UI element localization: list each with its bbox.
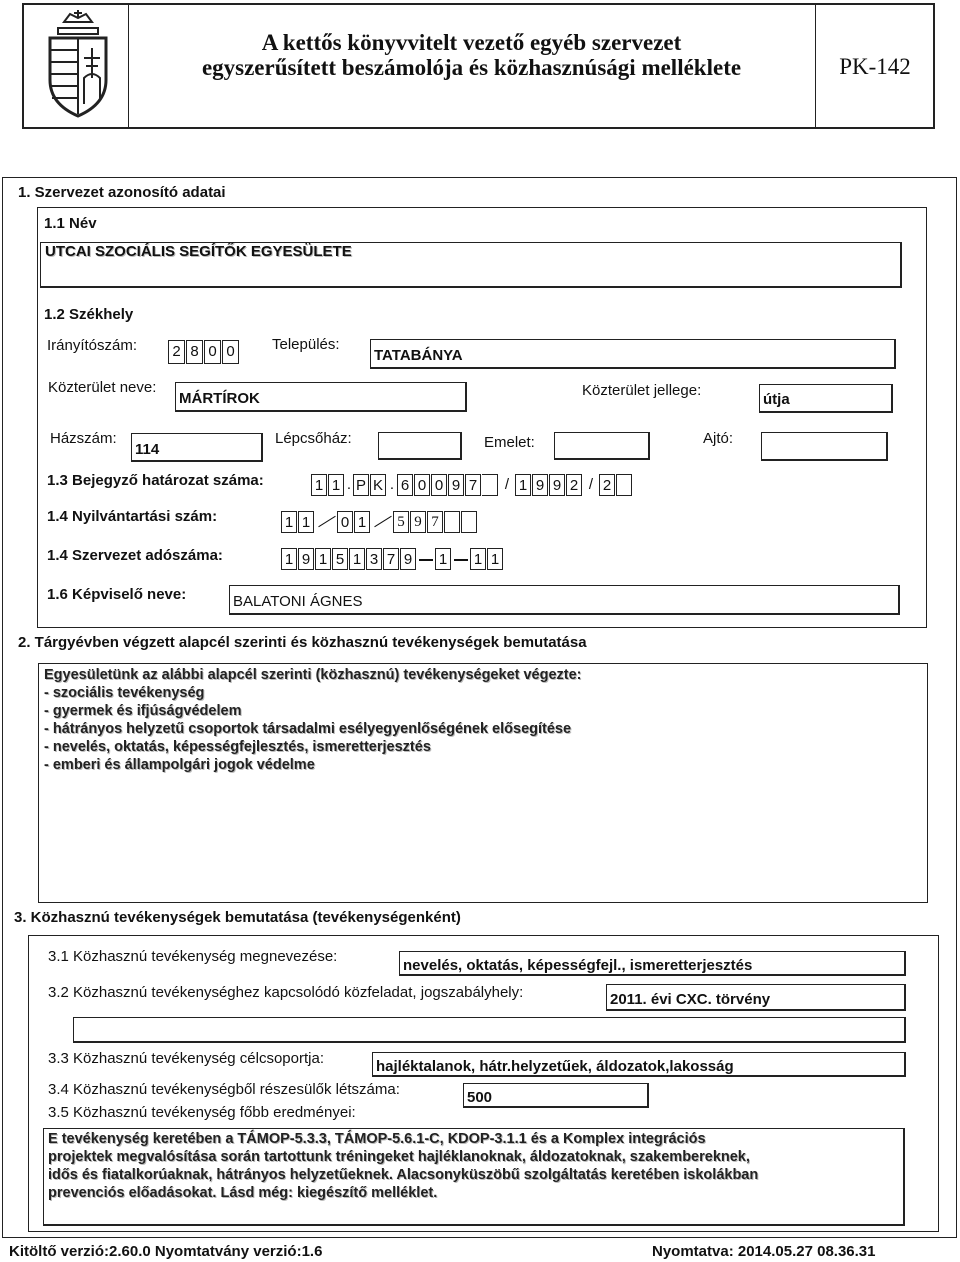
door-label: Ajtó: xyxy=(703,430,734,447)
seat-label: 1.2 Székhely xyxy=(44,306,134,323)
section1-heading: 1. Szervezet azonosító adatai xyxy=(18,184,226,201)
beneficiary-count-field[interactable]: 500 xyxy=(463,1083,649,1108)
rep-field[interactable]: BALATONI ÁGNES xyxy=(229,585,900,615)
record-digit: 9 xyxy=(410,511,426,533)
form-code: PK-142 xyxy=(839,54,911,79)
reg-char: 9 xyxy=(549,474,565,496)
record-no-label: 1.4 Nyilvántartási szám: xyxy=(47,508,218,525)
tax-digit: 9 xyxy=(400,548,416,570)
tax-digit: 1 xyxy=(435,548,451,570)
record-digit: 0 xyxy=(337,511,353,533)
activity-line: - gyermek és ifjúságvédelem xyxy=(44,703,242,719)
name-value: UTCAI SZOCIÁLIS SEGÍTŐK EGYESÜLETE xyxy=(45,243,352,260)
results-lines xyxy=(48,1130,758,1202)
name-label: 1.1 Név xyxy=(44,215,97,232)
tax-digit: 1 xyxy=(281,548,297,570)
street-label: Közterület neve: xyxy=(48,379,157,396)
results-line: idős és fiatalkorúaknak, hátrányos helyzetűeknek. Alacsonyküszöbű szolgáltatás keretében iskolákban xyxy=(48,1167,759,1183)
activity-line: Egyesületünk az alábbi alapcél szerinti (közhasznú) tevékenységeket végezte: xyxy=(44,667,582,683)
record-digit xyxy=(444,511,460,533)
tax-no-label: 1.4 Szervezet adószáma: xyxy=(47,547,223,564)
form-title-line2: egyszerűsített beszámolója és közhasznúsági melléklete xyxy=(201,55,742,80)
street-type-field[interactable]: útja xyxy=(759,384,893,413)
activity-line: - nevelés, oktatás, képességfejlesztés, ismeretterjesztés xyxy=(44,739,431,755)
activity-line: - emberi és állampolgári jogok védelme xyxy=(44,757,315,773)
zip-label: Irányítószám: xyxy=(47,337,138,354)
results-line: projektek megvalósítása során tartottunk tréningeket hajléklanoknak, áldozatoknak, szakembereknek, xyxy=(48,1149,750,1165)
house-label: Házszám: xyxy=(50,430,117,447)
section3-heading: 3. Közhasznú tevékenységek bemutatása (tevékenységenként) xyxy=(14,909,461,926)
reg-char: P xyxy=(353,474,369,496)
reg-char: 0 xyxy=(414,474,430,496)
public-task-field[interactable]: 2011. évi CXC. törvény xyxy=(606,984,906,1011)
record-digit: 7 xyxy=(427,511,443,533)
footer-printed: Nyomtatva: 2014.05.27 08.36.31 xyxy=(652,1243,876,1260)
city-label: Település: xyxy=(272,336,340,353)
reg-char: 1 xyxy=(328,474,344,496)
reg-char: 1 xyxy=(515,474,531,496)
reg-char: 2 xyxy=(566,474,582,496)
tax-digit: 1 xyxy=(315,548,331,570)
tax-digit: 9 xyxy=(298,548,314,570)
street-type-label: Közterület jellege: xyxy=(582,382,702,399)
tax-digit: 5 xyxy=(332,548,348,570)
record-digit: 1 xyxy=(281,511,297,533)
house-field[interactable]: 114 xyxy=(131,433,263,462)
floor-field[interactable] xyxy=(554,432,650,460)
activity-name-label: 3.1 Közhasznú tevékenység megnevezése: xyxy=(48,948,338,965)
target-group-field[interactable]: hajléktalanok, hátr.helyzetűek, áldozatok,lakosság xyxy=(372,1052,906,1077)
rep-label: 1.6 Képviselő neve: xyxy=(47,586,187,603)
reg-char: 2 xyxy=(599,474,615,496)
reg-char: 9 xyxy=(448,474,464,496)
record-digit: 1 xyxy=(354,511,370,533)
reg-char: 6 xyxy=(397,474,413,496)
reg-char: K xyxy=(370,474,386,496)
footer-version: Kitöltő verzió:2.60.0 Nyomtatvány verzió:1.6 xyxy=(9,1243,323,1260)
public-task-label: 3.2 Közhasznú tevékenységhez kapcsolódó közfeladat, jogszabályhely: xyxy=(48,984,524,1001)
record-no-cells[interactable] xyxy=(281,511,478,533)
reg-char: 0 xyxy=(431,474,447,496)
results-label: 3.5 Közhasznú tevékenység főbb eredményei: xyxy=(48,1104,356,1121)
floor-label: Emelet: xyxy=(484,434,535,451)
city-field[interactable]: TATABÁNYA xyxy=(370,339,896,369)
reg-char: 9 xyxy=(532,474,548,496)
zip-cells[interactable] xyxy=(168,340,240,364)
stair-field[interactable] xyxy=(378,432,462,460)
results-line: E tevékenység keretében a TÁMOP-5.3.3, TÁMOP-5.6.1-C, KDOP-3.1.1 és a Komplex integrációs xyxy=(48,1131,706,1147)
section2-heading: 2. Tárgyévben végzett alapcél szerinti és közhasznú tevékenységek bemutatása xyxy=(18,634,587,651)
zip-digit: 0 xyxy=(204,340,221,364)
activity-line: - hátrányos helyzetű csoportok társadalmi esélyegyenlőségének elősegítése xyxy=(44,721,572,737)
zip-digit: 2 xyxy=(168,340,185,364)
section2-lines xyxy=(44,666,582,774)
tax-no-cells[interactable] xyxy=(281,548,504,570)
door-field[interactable] xyxy=(761,432,888,461)
reg-decision-cells[interactable]: 1 1 . P K . 6 0 0 9 7 / 1 9 9 2 / 2 xyxy=(311,474,633,496)
street-field[interactable]: MÁRTÍROK xyxy=(175,382,467,412)
tax-digit: 1 xyxy=(349,548,365,570)
public-task-field-2[interactable] xyxy=(73,1017,906,1043)
reg-char: 1 xyxy=(311,474,327,496)
target-group-label: 3.3 Közhasznú tevékenység célcsoportja: xyxy=(48,1050,324,1067)
reg-decision-label: 1.3 Bejegyző határozat száma: xyxy=(47,472,264,489)
activity-name-field[interactable]: nevelés, oktatás, képességfejl., ismeretterjesztés xyxy=(399,951,906,976)
zip-digit: 0 xyxy=(222,340,239,364)
record-digit: 5 xyxy=(393,511,409,533)
record-digit: 1 xyxy=(298,511,314,533)
tax-digit: 1 xyxy=(470,548,486,570)
record-digit xyxy=(461,511,477,533)
beneficiary-count-label: 3.4 Közhasznú tevékenységből részesülők létszáma: xyxy=(48,1081,400,1098)
activity-line: - szociális tevékenység xyxy=(44,685,205,701)
form-title-line1: A kettős könyvvitelt vezető egyéb szervezet xyxy=(261,30,682,55)
tax-digit: 1 xyxy=(487,548,503,570)
coat-of-arms-icon xyxy=(40,8,116,120)
stair-label: Lépcsőház: xyxy=(275,430,352,447)
zip-digit: 8 xyxy=(186,340,203,364)
tax-digit: 3 xyxy=(366,548,382,570)
tax-digit: 7 xyxy=(383,548,399,570)
results-line: prevenciós előadásokat. Lásd még: kiegészítő melléklet. xyxy=(48,1185,438,1201)
reg-char: 7 xyxy=(465,474,481,496)
